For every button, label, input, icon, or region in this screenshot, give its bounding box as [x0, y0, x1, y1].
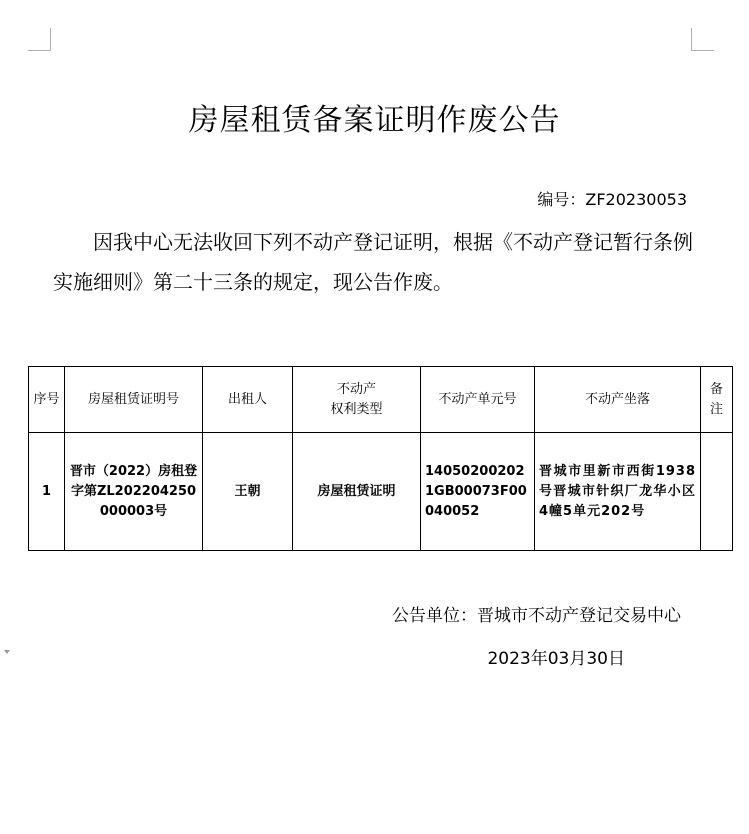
page-corner-mark-top-left: [28, 28, 51, 51]
certificate-table: [28, 366, 733, 551]
cell-remark: [701, 433, 733, 551]
document-number: 编号：ZF20230053: [537, 190, 687, 209]
table-header-row: [29, 367, 733, 433]
cell-seq: 1: [29, 433, 65, 551]
cell-location: 晋城市里新市西街1938号晋城市针织厂龙华小区4幢5单元202号: [535, 433, 701, 551]
cell-lessor: 王朝: [203, 433, 293, 551]
document-title: 房屋租赁备案证明作废公告: [188, 103, 561, 138]
header-unit-no: 不动产单元号: [421, 367, 535, 433]
page-corner-mark-top-right: [691, 28, 714, 51]
cell-unit-no: 140502002021GB00073F00040052: [421, 433, 535, 551]
body-paragraph: 因我中心无法收回下列不动产登记证明，根据《不动产登记暂行条例实施细则》第二十三条的规定，现公告作废。: [53, 230, 693, 294]
margin-marker-icon: [4, 650, 10, 654]
header-right-type: [293, 367, 421, 433]
announcing-unit: 公告单位：晋城市不动产登记交易中心: [392, 606, 681, 626]
header-remark: 备注: [701, 367, 733, 433]
header-seq: 序号: [29, 367, 65, 433]
announcement-date: 2023年03月30日: [487, 649, 625, 669]
header-lessor: 出租人: [203, 367, 293, 433]
cell-right-type: 房屋租赁证明: [293, 433, 421, 551]
header-right-type-line2: 权利类型: [330, 401, 383, 417]
table-row: [29, 433, 733, 551]
header-location: 不动产坐落: [535, 367, 701, 433]
cell-cert-no: 晋市（2022）房租登字第ZL202204250000003号: [65, 433, 203, 551]
header-right-type-line1: 不动产: [336, 381, 376, 397]
header-cert-no: 房屋租赁证明号: [65, 367, 203, 433]
